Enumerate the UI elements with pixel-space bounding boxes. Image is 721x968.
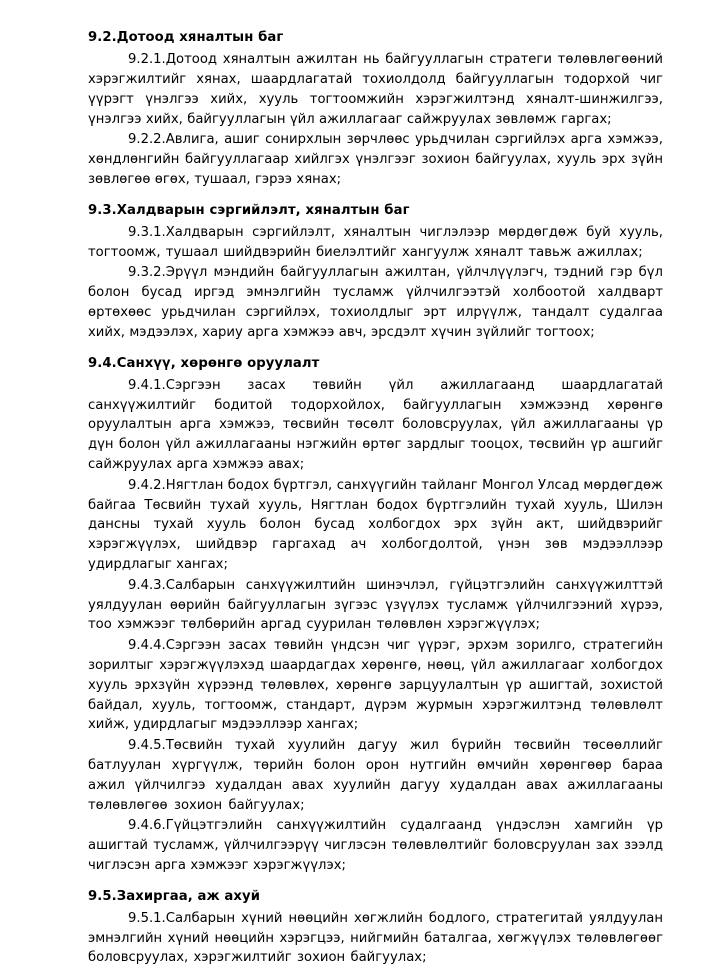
paragraph: 9.4.2.Нягтлан бодох бүртгэл, санхүүгийн тайланг Монгол Улсад мөрдөгдөж байгаа Төсвийн тухай хууль, Нягтлан бодох бүртгэлийн тухай хууль, Шилэн дансны тухай хууль болон бусад холбогдох эрх зүйн акт, шийдвэрийг хэрэгжүүлэх, шийдвэр гаргахад ач холбогдолтой, үнэн зөв мэдээллээр удирдлагыг хангах; <box>88 477 663 572</box>
paragraph: 9.4.6.Гүйцэтгэлийн санхүүжилтийн судалгаанд үндэслэн хамгийн үр ашигтай тусламж, үйлчилгээрүү чиглэсэн төлөвлөлтийг боловсруулан зах зээлд чиглэсэн арга хэмжээг хэрэгжүүлэх; <box>88 818 663 873</box>
document-section-9-2 <box>88 28 663 190</box>
paragraph: 9.4.4.Сэргээн засах төвийн үндсэн чиг үүрэг, эрхэм зорилго, стратегийн зорилтыг хэрэгжүүлэхэд шаардагдах хөрөнгө, нөөц, үйл ажиллагааг холбогдох хууль эрхзүйн хүрээнд төлөвлөх, хөрөнгө зарцуулалтын үр ашигтай, зохистой байдал, хууль, тогтоомж, стандарт, дүрэм журмын хэрэгжилтэнд төлөвлөлт хийж, удирдлагыг мэдээллээр хангах; <box>88 638 663 733</box>
section-heading: 9.5.Захиргаа, аж ахуй <box>88 888 261 904</box>
paragraph: 9.2.2.Авлига, ашиг сонирхлын зөрчлөөс урьдчилан сэргийлэх арга хэмжээ, хөндлөнгийн байгууллагаар хийлгэх үнэлгээг зохион байгуулах, хууль эрх зүйн зөвлөгөө өгөх, тушаал, гэрээ хянах; <box>88 132 663 187</box>
document-section-9-5 <box>88 887 663 968</box>
paragraph: 9.4.3.Салбарын санхүүжилтийн шинэчлэл, гүйцэтгэлийн санхүүжилттэй уялдуулан өөрийн байгууллагын зүгээс үзүүлэх тусламж үйлчилгээний хүрээ, тоо хэмжээг төлбөрийн аргад суурилан төлөвлөн хэрэгжүүлэх; <box>88 577 663 633</box>
document-section-9-4 <box>88 354 663 876</box>
section-heading: 9.3.Халдварын сэргийлэлт, хяналтын баг <box>88 202 410 218</box>
section-heading: 9.4.Санхүү, хөрөнгө оруулалт <box>88 355 320 371</box>
paragraph: 9.3.2.Эрүүл мэндийн байгууллагын ажилтан, үйлчлүүлэгч, тэдний гэр бүл болон бусад иргэд эмнэлгийн тусламж үйлчилгээтэй холбоотой халдварт өртөхөөс урьдчилан сэргийлэх, тохиолдлыг эрт илрүүлж, тандалт судалгаа хийх, мэдээлэх, хариу арга хэмжээ авч, эрсдэлт хүчин зүйлийг тогтоох; <box>88 265 663 340</box>
paragraph: 9.3.1.Халдварын сэргийлэлт, хяналтын чиглэлээр мөрдөгдөж буй хууль, тогтоомж, тушаал шийдвэрийн биелэлтийг хангуулж хяналт тавьж ажиллах; <box>88 224 663 260</box>
section-heading: 9.2.Дотоод хяналтын баг <box>88 30 284 45</box>
paragraph: 9.4.1.Сэргээн засах төвийн үйл ажиллагаанд шаардлагатай санхүүжилтийг бодитой тодорхойлох, байгууллагын хэмжээнд хөрөнгө оруулалтын арга хэмжээ, төсвийн төсөлт боловсруулах, үйл ажиллагааны үр дүн болон үйл ажиллагааны нэгжийн өртөг зардлыг тооцох, төсвийн үр ашгийг сайжруулах арга хэмжээ авах; <box>88 377 663 472</box>
document-section-9-3 <box>88 201 663 343</box>
paragraph: 9.2.1.Дотоод хяналтын ажилтан нь байгууллагын стратеги төлөвлөгөөний хэрэгжилтийг хянах, шаардлагатай тохиолдолд байгууллагын тодорхой чиг үүрэгт үнэлгээ хийх, хууль тогтоомжийн хэрэгжилтэнд хяналт-шинжилгээ, үнэлгээ хийх, байгууллагын үйл ажиллагааг сайжруулах зөвлөмж гаргах; <box>88 52 663 127</box>
paragraph: 9.4.5.Төсвийн тухай хуулийн дагуу жил бүрийн төсвийн төсөөллийг батлуулан хүргүүлж, төрийн болон орон нутгийн өмчийн хөрөнгөөр бараа ажил үйлчилгээ худалдан авах хуулийн дагуу худалдан авах ажиллагааны төлөвлөгөө зохион байгуулах; <box>88 738 663 813</box>
paragraph: 9.5.1.Салбарын хүний нөөцийн хөгжлийн бодлого, стратегитай уялдуулан эмнэлгийн хүний нөөцийн хэрэгцээ, нийгмийн баталгаа, хөгжүүлэх төлөвлөгөөг боловсруулах, хэрэгжилтийг зохион байгуулах; <box>88 910 663 966</box>
